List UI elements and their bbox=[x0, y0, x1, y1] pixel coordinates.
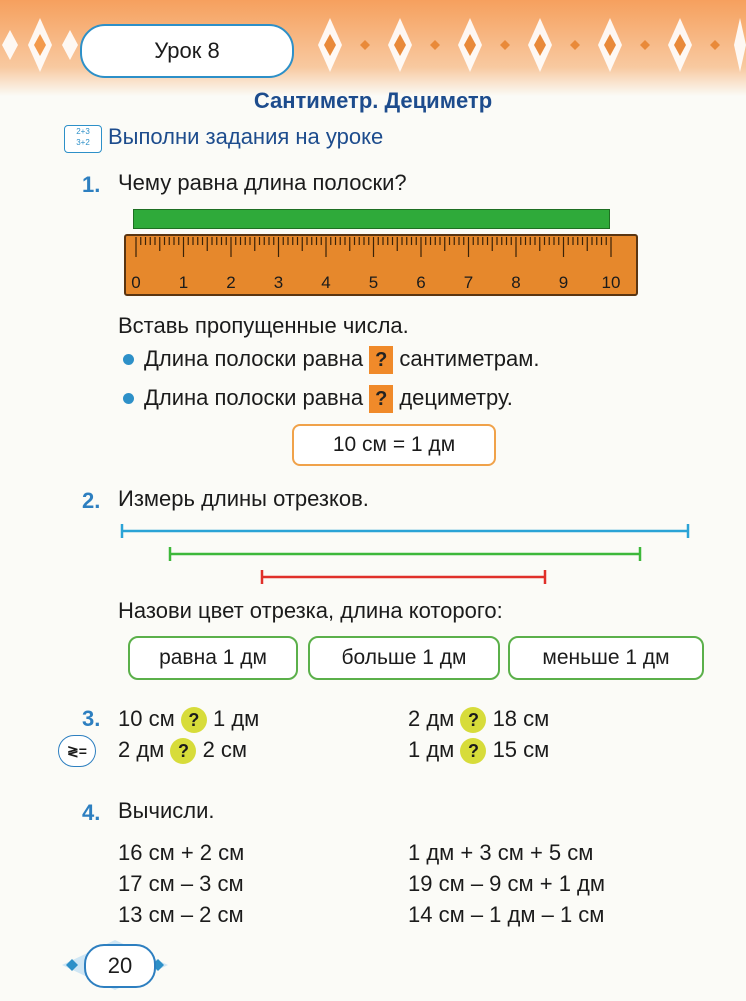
calculation-icon: 2+3 3+2 bbox=[64, 125, 102, 153]
compare-slot[interactable]: ? bbox=[170, 738, 196, 764]
expr-left-2: 17 см – 3 см bbox=[118, 871, 244, 896]
expr-left-3: 13 см – 2 см bbox=[118, 902, 244, 927]
red-segment bbox=[262, 570, 545, 584]
option-less-1dm[interactable]: меньше 1 дм bbox=[508, 636, 704, 680]
green-segment bbox=[170, 547, 640, 561]
ruler-label: 9 bbox=[558, 273, 569, 292]
ruler-label: 2 bbox=[226, 273, 236, 292]
task4-title: Вычисли. bbox=[118, 798, 215, 823]
segments bbox=[110, 520, 710, 586]
ruler-label: 6 bbox=[416, 273, 426, 292]
expr-right-2: 19 см – 9 см + 1 дм bbox=[408, 871, 606, 896]
expr-left-1: 16 см + 2 см bbox=[118, 840, 245, 865]
ruler-label: 7 bbox=[463, 273, 474, 292]
answer-box[interactable]: ? bbox=[369, 385, 393, 413]
ornament-right bbox=[300, 10, 746, 80]
ruler-label: 8 bbox=[511, 273, 521, 292]
blue-segment bbox=[122, 524, 688, 538]
lesson-badge: Урок 8 bbox=[80, 24, 294, 78]
compare-signs-icon: ≷= bbox=[58, 735, 96, 767]
fill-prompt: Вставь пропущенные числа. bbox=[118, 313, 409, 338]
expr-right-1: 1 дм + 3 см + 5 см bbox=[408, 840, 594, 865]
compare-slot[interactable]: ? bbox=[460, 707, 486, 733]
ruler-label: 1 bbox=[178, 273, 189, 292]
ruler-label: 5 bbox=[368, 273, 379, 292]
option-more-1dm[interactable]: больше 1 дм bbox=[308, 636, 500, 680]
answer-box[interactable]: ? bbox=[369, 346, 393, 374]
bullet-line-1: Длина полоски равна ? сантиметрам. bbox=[144, 346, 540, 374]
task-number: 2. bbox=[82, 488, 101, 513]
task-number: 3. bbox=[82, 706, 101, 731]
green-strip bbox=[133, 209, 610, 229]
task-number: 1. bbox=[82, 172, 101, 197]
ruler-label: 4 bbox=[321, 273, 331, 292]
ruler-label: 0 bbox=[131, 273, 141, 292]
bullet-dot bbox=[123, 393, 134, 404]
compare-slot[interactable]: ? bbox=[181, 707, 207, 733]
task2-question: Измерь длины отрезков. bbox=[118, 486, 369, 511]
page-title: Сантиметр. Дециметр bbox=[253, 88, 493, 113]
ruler-label: 10 bbox=[601, 273, 621, 292]
option-equal-1dm[interactable]: равна 1 дм bbox=[128, 636, 298, 680]
rule-box: 10 см = 1 дм bbox=[292, 424, 496, 466]
compare-row-1-right: 2 дм ? 18 см bbox=[408, 706, 549, 733]
compare-row-2-left: 2 дм ? 2 см bbox=[118, 737, 247, 764]
compare-row-2-right: 1 дм ? 15 см bbox=[408, 737, 549, 764]
page-number: 20 bbox=[84, 944, 156, 988]
compare-row-1-left: 10 см ? 1 дм bbox=[118, 706, 259, 733]
expr-right-3: 14 см – 1 дм – 1 см bbox=[408, 902, 605, 927]
bullet-line-2: Длина полоски равна ? дециметру. bbox=[144, 385, 513, 413]
bullet-dot bbox=[123, 354, 134, 365]
ornament-left bbox=[0, 10, 80, 80]
compare-slot[interactable]: ? bbox=[460, 738, 486, 764]
ruler-label: 3 bbox=[273, 273, 284, 292]
task2-prompt: Назови цвет отрезка, длина которого: bbox=[118, 598, 503, 623]
task-number: 4. bbox=[82, 800, 101, 825]
section-heading: Выполни задания на уроке bbox=[108, 124, 384, 149]
ruler bbox=[124, 234, 638, 296]
task1-question: Чему равна длина полоски? bbox=[118, 170, 407, 195]
